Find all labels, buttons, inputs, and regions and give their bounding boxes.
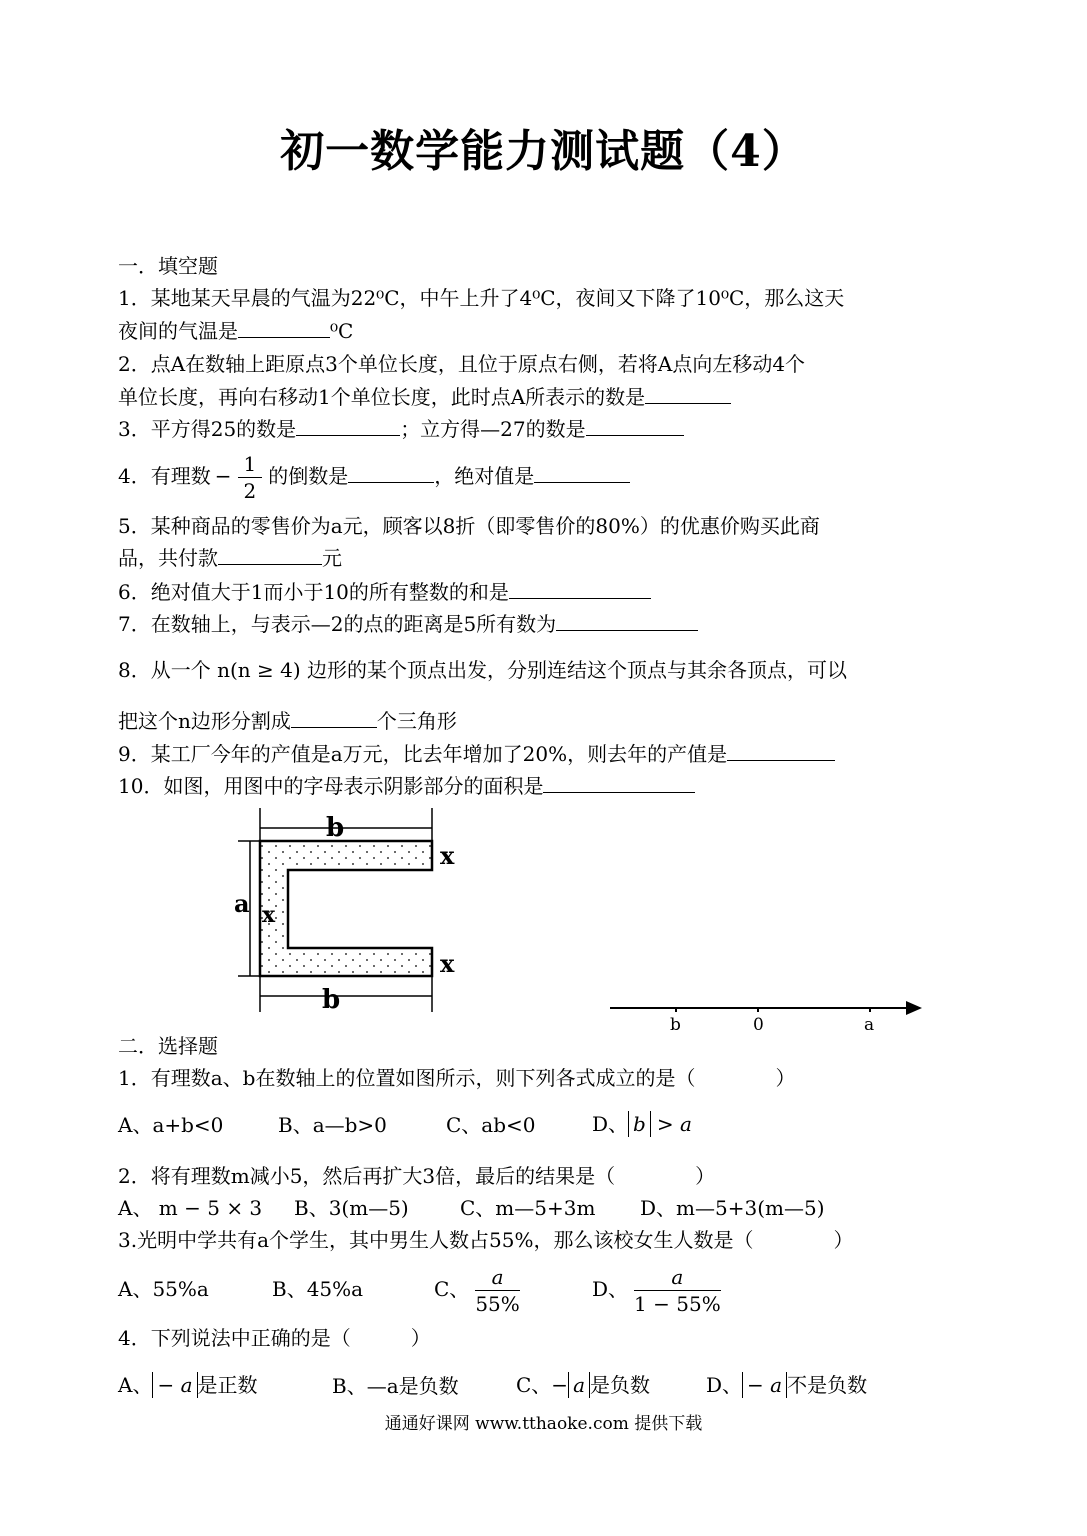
- q5-line2: 品，共付款 元: [118, 546, 342, 570]
- answer-blank[interactable]: [348, 464, 434, 483]
- q3-line: 3．平方得25的数是 ；立方得—27的数是: [118, 417, 684, 441]
- q2-line2: 单位长度，再向右移动1个单位长度，此时点A所表示的数是: [118, 385, 731, 409]
- q8-line1: 8．从一个 n(n ≥ 4) 边形的某个顶点出发，分别连结这个顶点与其余各顶点，可以: [118, 658, 848, 682]
- fraction: $\frac{a}{1 - 55\%}$: [634, 1265, 721, 1316]
- answer-blank[interactable]: [218, 546, 322, 565]
- q1-line1: 1．某地某天早晨的气温为22⁰C，中午上升了4⁰C，夜间又下降了10⁰C，那么这天: [118, 286, 845, 310]
- q7-line: 7．在数轴上，与表示—2的点的距离是5所有数为: [118, 612, 698, 636]
- answer-blank[interactable]: [543, 774, 695, 793]
- q4-line: 4．有理数 − $\frac{1}{2}$ 的倒数是 ，绝对值是: [118, 446, 630, 506]
- label-x-top: x: [440, 841, 455, 870]
- answer-blank[interactable]: [727, 742, 835, 761]
- mc-q1-option-a[interactable]: A、a+b<0: [118, 1113, 224, 1137]
- mc-q3-option-c[interactable]: C、 $\frac{a}{55\%}$: [434, 1265, 520, 1316]
- fraction: $\frac{a}{55\%}$: [475, 1265, 520, 1316]
- q6-line: 6．绝对值大于1而小于10的所有整数的和是: [118, 580, 651, 604]
- arrow-right-icon: [906, 1001, 922, 1015]
- q5-line1: 5．某种商品的零售价为a元，顾客以8折（即零售价的80%）的优惠价购买此商: [118, 514, 820, 538]
- q8-line2: 把这个n边形分割成 个三角形: [118, 709, 457, 733]
- section1-heading: 一．填空题: [118, 254, 218, 278]
- mc-q3-option-a[interactable]: A、55%a: [118, 1277, 209, 1301]
- mc-q2-option-d[interactable]: D、m—5+3(m—5): [640, 1196, 825, 1220]
- answer-blank[interactable]: [534, 464, 630, 483]
- mc-q3-option-b[interactable]: B、45%a: [272, 1277, 364, 1301]
- label-x-bottom: x: [440, 949, 455, 978]
- q10-line: 10．如图，用图中的字母表示阴影部分的面积是: [118, 774, 695, 798]
- answer-blank[interactable]: [291, 709, 377, 728]
- page-title: 初一数学能力测试题（4）: [280, 126, 807, 177]
- mc-q1-option-c[interactable]: C、ab<0: [446, 1113, 536, 1137]
- label-a: a: [864, 1015, 875, 1035]
- mc-q2-option-b[interactable]: B、3(m—5): [294, 1196, 409, 1220]
- footer-text: 通通好课网 www.tthaoke.com 提供下载: [384, 1414, 703, 1434]
- label-x-mid: x: [262, 902, 276, 928]
- mc-q2-option-c[interactable]: C、m—5+3m: [460, 1196, 596, 1220]
- mc-q2: 2．将有理数m减小5，然后再扩大3倍，最后的结果是（ ）: [118, 1164, 716, 1188]
- answer-blank[interactable]: [509, 580, 651, 599]
- mc-q4-option-b[interactable]: B、—a是负数: [332, 1374, 459, 1398]
- label-b-top: b: [326, 813, 345, 843]
- section2-heading: 二．选择题: [118, 1034, 218, 1058]
- mc-q4: 4．下列说法中正确的是（ ）: [118, 1326, 431, 1350]
- mc-q4-option-a[interactable]: A、 − a 是正数: [118, 1373, 258, 1397]
- answer-blank[interactable]: [556, 612, 698, 631]
- mc-q1: 1．有理数a、b在数轴上的位置如图所示，则下列各式成立的是（ ）: [118, 1066, 796, 1090]
- label-zero: 0: [753, 1015, 764, 1035]
- mc-q3: 3.光明中学共有a个学生，其中男生人数占55%，那么该校女生人数是（ ）: [118, 1228, 854, 1252]
- label-b: b: [670, 1015, 681, 1035]
- c-shape-figure: [230, 806, 470, 1022]
- label-a: a: [234, 889, 250, 918]
- mc-q2-option-a[interactable]: A、 m − 5 × 3: [118, 1196, 263, 1220]
- shaded-region: [260, 841, 432, 976]
- mc-q4-option-c[interactable]: C、− a 是负数: [516, 1373, 650, 1397]
- answer-blank[interactable]: [645, 385, 731, 404]
- label-b-bottom: b: [322, 985, 341, 1015]
- q9-line: 9．某工厂今年的产值是a万元，比去年增加了20%，则去年的产值是: [118, 742, 835, 766]
- mc-q1-option-b[interactable]: B、a—b>0: [278, 1113, 387, 1137]
- number-line-figure: [606, 996, 926, 1038]
- q1-line2: 夜间的气温是 ⁰C: [118, 319, 354, 343]
- answer-blank[interactable]: [296, 417, 400, 436]
- q2-line1: 2．点A在数轴上距原点3个单位长度，且位于原点右侧，若将A点向左移动4个: [118, 352, 806, 376]
- fraction-one-half: $\frac{1}{2}$: [238, 451, 263, 504]
- answer-blank[interactable]: [586, 417, 684, 436]
- answer-blank[interactable]: [238, 319, 330, 338]
- mc-q1-option-d[interactable]: D、 b > a: [592, 1112, 692, 1136]
- mc-q4-option-d[interactable]: D、 − a 不是负数: [706, 1373, 868, 1397]
- mc-q3-option-d[interactable]: D、 $\frac{a}{1 - 55\%}$: [592, 1265, 721, 1316]
